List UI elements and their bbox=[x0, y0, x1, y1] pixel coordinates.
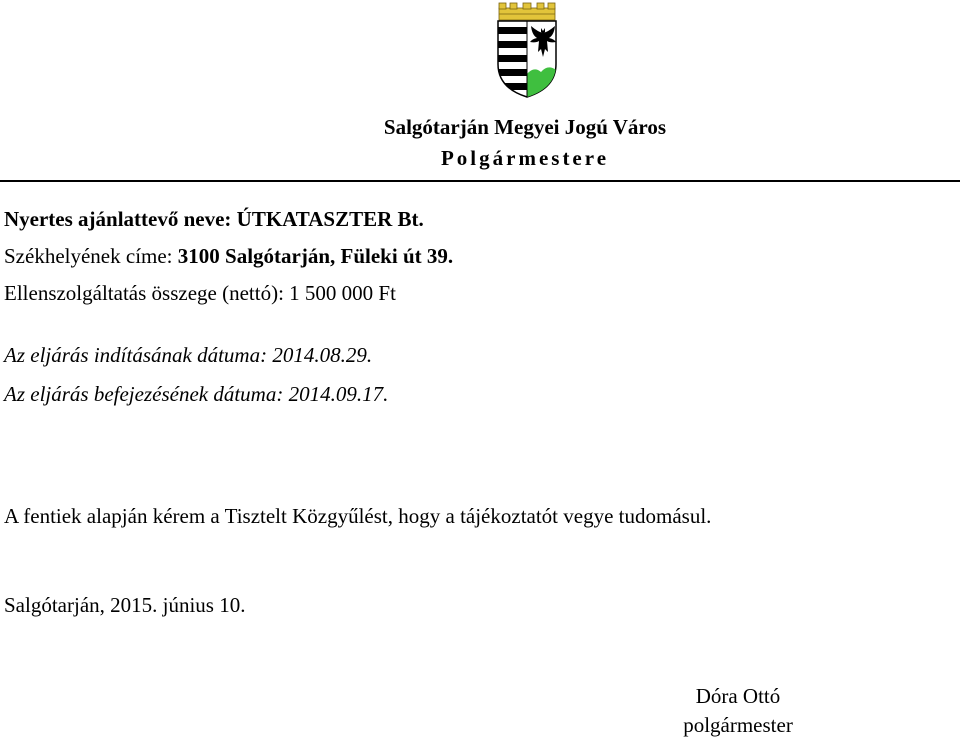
winner-line bbox=[4, 206, 424, 232]
winner-label: Nyertes ajánlattevő neve: bbox=[4, 207, 232, 231]
place-and-date: Salgótarján, 2015. június 10. bbox=[4, 593, 246, 617]
seat-line bbox=[4, 243, 453, 269]
seat-label: Székhelyének címe: bbox=[4, 244, 173, 268]
crown-icon bbox=[499, 3, 555, 20]
header-city-name: Salgótarján Megyei Jogú Város bbox=[383, 115, 667, 139]
amount-line: Ellenszolgáltatás összege (nettó): 1 500 000 Ft bbox=[4, 281, 396, 305]
city-coat-of-arms-icon bbox=[494, 2, 560, 98]
seat-value: 3100 Salgótarján, Füleki út 39. bbox=[177, 244, 454, 268]
winner-value: ÚTKATASZTER Bt. bbox=[236, 207, 424, 231]
procedure-start-date: Az eljárás indításának dátuma: 2014.08.29. bbox=[4, 343, 373, 367]
signatory-title: polgármester bbox=[683, 713, 793, 737]
request-paragraph: A fentiek alapján kérem a Tisztelt Közgyűlést, hogy a tájékoztatót vegye tudomásul. bbox=[4, 504, 712, 528]
procedure-end-date: Az eljárás befejezésének dátuma: 2014.09.17. bbox=[4, 382, 389, 406]
signatory-name: Dóra Ottó bbox=[695, 684, 781, 708]
header-divider bbox=[0, 180, 960, 182]
header-office: Polgármestere bbox=[440, 146, 610, 170]
